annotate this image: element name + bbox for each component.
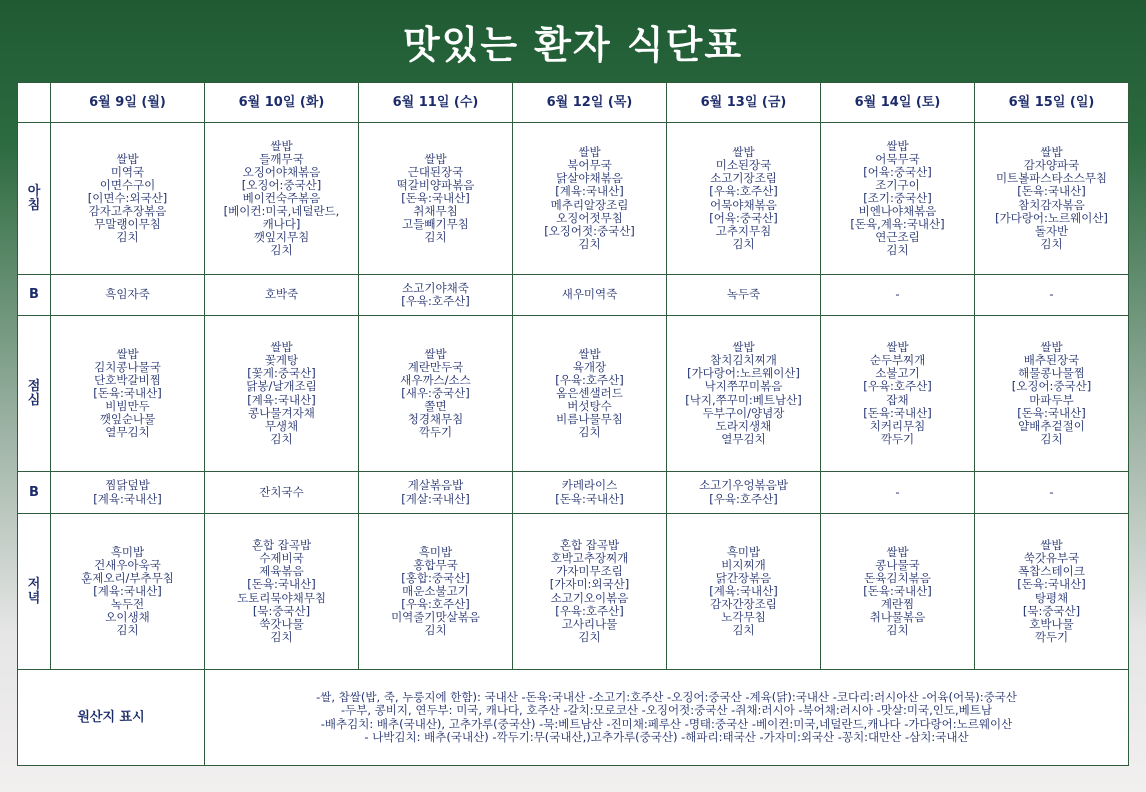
menu-item: [가자미:외국산] <box>549 577 630 592</box>
origin-line: -쌀, 찹쌀(밥, 죽, 누룽지에 한함): 국내산 -돈육:국내산 -소고기:호주산 -오징어:중국산 -계육(닭):국내산 -코다리:러시아산 -어육(어묵):중국산 <box>316 690 1017 705</box>
menu-item: 이면수구이 <box>99 177 156 192</box>
menu-item: 근대된장국 <box>407 164 464 179</box>
menu-item: 김치 <box>116 623 139 638</box>
menu-item: 흑미밥 <box>110 544 145 559</box>
menu-item: 건새우아욱국 <box>94 557 161 572</box>
menu-item: 녹두죽 <box>726 287 761 302</box>
menu-cell <box>667 275 821 316</box>
menu-cell <box>975 472 1129 514</box>
menu-cell <box>51 472 205 514</box>
menu-cell <box>359 316 513 472</box>
menu-cell <box>51 514 205 670</box>
menu-item: 녹두전 <box>110 597 145 612</box>
meal-row-breakfast <box>18 123 1129 275</box>
menu-cell <box>821 472 975 514</box>
menu-item: 김치 <box>886 623 909 638</box>
menu-item: 김치 <box>270 431 293 446</box>
origin-row <box>18 670 1129 766</box>
menu-item: 흑미밥 <box>726 544 761 559</box>
menu-item: 어묵야채볶음 <box>710 197 777 212</box>
menu-item: [오징어젓:중국산] <box>544 223 635 238</box>
menu-item: 쌀밥 <box>424 346 447 361</box>
menu-item: [계육:국내산] <box>93 491 162 506</box>
menu-item: [우육:호주산] <box>401 294 470 308</box>
menu-cell <box>51 316 205 472</box>
menu-item: 새우미역죽 <box>561 287 618 302</box>
menu-item: [돈육:국내산] <box>555 491 624 506</box>
menu-cell <box>821 123 975 275</box>
menu-item: [돈육:국내산] <box>401 190 470 205</box>
menu-item: [조기:중국산] <box>863 190 932 205</box>
menu-item: 콩나물국 <box>875 557 920 572</box>
day-header: 6월 12일 (목) <box>513 83 667 123</box>
menu-item: 연근조림 <box>875 230 920 245</box>
menu-item: 비빔만두 <box>105 399 150 414</box>
menu-item: 돈육김치볶음 <box>864 570 931 585</box>
menu-item: [돈육:국내산] <box>93 385 162 400</box>
menu-item: 김치 <box>578 425 601 440</box>
menu-item: 어묵무국 <box>875 151 920 166</box>
menu-item: 육개장 <box>572 359 607 374</box>
menu-item: [낙지,쭈꾸미:베트남산] <box>685 392 802 407</box>
meal-row-dinner <box>18 514 1129 670</box>
menu-item: 청경채무침 <box>407 412 464 427</box>
menu-item: 김치 <box>424 623 447 638</box>
menu-item: 소고기장조림 <box>710 171 777 186</box>
menu-item: 감자고추장볶음 <box>88 204 167 219</box>
menu-item: 돌자반 <box>1034 223 1069 238</box>
menu-item: 단호박갈비찜 <box>94 372 161 387</box>
menu-item: [돈육,계육:국내산] <box>850 217 945 232</box>
menu-item: 메추리알장조림 <box>550 197 629 212</box>
menu-item: 치커리무침 <box>869 418 926 433</box>
menu-cell <box>513 472 667 514</box>
menu-item: 김치콩나물국 <box>94 359 161 374</box>
menu-item: 깍두기 <box>880 431 915 446</box>
menu-item: 참치감자볶음 <box>1018 197 1085 212</box>
menu-item: 제육볶음 <box>259 564 304 579</box>
menu-item: [꽃게:중국산] <box>247 366 316 381</box>
menu-item: 쌀밥 <box>886 340 909 355</box>
meal-plan-table <box>17 82 1129 766</box>
menu-item: 김치 <box>732 623 755 638</box>
menu-item: 순두부찌개 <box>869 353 926 368</box>
origin-label: 원산지 표시 <box>18 670 205 766</box>
menu-item: [계육:국내산] <box>709 583 778 598</box>
menu-item: 쌀밥 <box>1040 145 1063 160</box>
menu-item: 비름나물무침 <box>556 412 623 427</box>
menu-item: [계육:국내산] <box>247 392 316 407</box>
menu-cell <box>667 316 821 472</box>
menu-item: 무말랭이무침 <box>94 217 161 232</box>
menu-cell <box>513 316 667 472</box>
menu-cell <box>513 123 667 275</box>
menu-item: 미역국 <box>110 164 145 179</box>
menu-cell <box>975 123 1129 275</box>
day-header: 6월 11일 (수) <box>359 83 513 123</box>
menu-item: 비엔나야채볶음 <box>858 204 937 219</box>
menu-item: 조기구이 <box>875 177 920 192</box>
menu-item: 혼합 잡곡밥 <box>251 538 312 553</box>
origin-line: - 나박김치: 배추(국내산) -깍두기:무(국내산,)고추가루(중국산) -해파리:태국산 -가자미:외국산 -꽁치:대만산 -삼치:국내산 <box>364 729 969 744</box>
menu-item: 매운소불고기 <box>402 583 469 598</box>
menu-item: [게살:국내산] <box>401 491 470 506</box>
menu-item: 오이생채 <box>105 610 150 625</box>
menu-item: 김치 <box>578 236 601 251</box>
meal-label: B <box>18 472 51 514</box>
menu-item: 감자양파국 <box>1023 158 1080 173</box>
menu-cell <box>205 472 359 514</box>
menu-cell <box>821 275 975 316</box>
menu-item: 깻잎순나물 <box>99 412 156 427</box>
menu-item: 취나물볶음 <box>869 610 926 625</box>
menu-cell <box>205 275 359 316</box>
menu-item: 잔치국수 <box>259 484 304 499</box>
origin-line: -두부, 콩비지, 연두부: 미국, 캐나다, 호주산 -갈치:모로코산 -오징어젓:중국산 -쥐채:러시아 -북어채:러시아 -맛살:미국,인도,베트남 <box>341 703 992 718</box>
menu-item: 떡갈비양파볶음 <box>396 177 475 192</box>
menu-cell <box>359 472 513 514</box>
menu-item: 김치 <box>1040 431 1063 446</box>
menu-item: 쫄면 <box>424 399 447 414</box>
menu-item: 깍두기 <box>1034 629 1069 644</box>
menu-item: 소고기야채죽 <box>402 280 469 295</box>
menu-item: 북어무국 <box>567 158 612 173</box>
menu-item: 쌀밥 <box>270 340 293 355</box>
menu-item: 호박고추장찌개 <box>550 551 629 566</box>
menu-item: 김치 <box>886 243 909 258</box>
menu-item: 오징어야채볶음 <box>242 164 321 179</box>
menu-item: [묵:중국산] <box>252 603 311 618</box>
menu-item: 닭간장볶음 <box>715 570 772 585</box>
day-header: 6월 15일 (일) <box>975 83 1129 123</box>
menu-item: 홍합무국 <box>413 557 458 572</box>
menu-item: 미소된장국 <box>715 158 772 173</box>
menu-item: 김치 <box>270 243 293 258</box>
menu-item: 쌀밥 <box>1040 538 1063 553</box>
menu-item: 김치 <box>424 230 447 245</box>
menu-item: 노각무침 <box>721 610 766 625</box>
origin-line: -배추김치: 배추(국내산), 고추가루(중국산) -묵:베트남산 -진미채:페루산 -명태:중국산 -베이컨:미국,네덜란드,캐나다 -가다랑어:노르웨이산 <box>320 716 1013 731</box>
menu-item: 고추지무침 <box>715 223 772 238</box>
menu-item: 계란찜 <box>880 597 915 612</box>
menu-item: 도토리묵야채무침 <box>237 590 326 605</box>
menu-item: - <box>895 484 900 499</box>
menu-cell <box>975 316 1129 472</box>
menu-item: 콩나물겨자채 <box>248 405 315 420</box>
menu-item: 김치 <box>578 629 601 644</box>
menu-item: 호박나물 <box>1029 616 1074 631</box>
menu-item: 찜닭덮밥 <box>105 478 150 493</box>
menu-item: [돈육:국내산] <box>1017 184 1086 199</box>
menu-item: [이면수:외국산] <box>87 190 168 205</box>
menu-item: [우육:호주산] <box>401 597 470 612</box>
menu-item: 쌀밥 <box>1040 340 1063 355</box>
meal-row-lunch <box>18 316 1129 472</box>
day-header: 6월 14일 (토) <box>821 83 975 123</box>
menu-cell <box>667 472 821 514</box>
menu-item: 쌀밥 <box>116 151 139 166</box>
menu-item: 도라지생채 <box>715 418 772 433</box>
menu-item: 닭살야채볶음 <box>556 171 623 186</box>
meal-label: 저 녁 <box>18 514 51 670</box>
menu-item: 폭찹스테이크 <box>1018 564 1085 579</box>
menu-item: 열무김치 <box>721 431 766 446</box>
menu-item: [오징어:중국산] <box>1011 379 1092 394</box>
menu-item: 오징어젓무침 <box>556 210 623 225</box>
menu-item: 쌀밥 <box>886 544 909 559</box>
menu-cell <box>821 514 975 670</box>
menu-item: 김치 <box>270 629 293 644</box>
menu-item: 쌀밥 <box>578 145 601 160</box>
day-header: 6월 10일 (화) <box>205 83 359 123</box>
menu-item: 가자미무조림 <box>556 564 623 579</box>
menu-cell <box>51 123 205 275</box>
menu-item: 미트볼파스타소스무침 <box>995 171 1108 186</box>
menu-item: [우육:호주산] <box>709 491 778 506</box>
menu-item: 흑미밥 <box>418 544 453 559</box>
menu-item: 옴은센샐러드 <box>556 385 623 400</box>
menu-cell <box>359 275 513 316</box>
menu-item: [우육:호주산] <box>555 372 624 387</box>
menu-item: 참치김치찌개 <box>710 353 777 368</box>
menu-item: 잡채 <box>886 392 909 407</box>
menu-item: 혼합 잡곡밥 <box>559 538 620 553</box>
menu-item: [우육:호주산] <box>709 184 778 199</box>
menu-item: 해물콩나물찜 <box>1018 366 1085 381</box>
menu-item: [홍합:중국산] <box>401 570 470 585</box>
menu-item: 김치 <box>1040 236 1063 251</box>
menu-item: 미역줄기맛살볶음 <box>391 610 480 625</box>
menu-cell <box>205 123 359 275</box>
menu-item: [오징어:중국산] <box>241 177 322 192</box>
menu-item: 김치 <box>116 230 139 245</box>
menu-item: 김치 <box>732 236 755 251</box>
menu-item: 소고기우엉볶음밥 <box>699 478 788 493</box>
menu-item: 무생채 <box>264 418 299 433</box>
menu-item: 탕평채 <box>1034 590 1069 605</box>
menu-item: 쌀밥 <box>578 346 601 361</box>
menu-item: - <box>895 287 900 302</box>
meal-label: B <box>18 275 51 316</box>
menu-cell <box>975 275 1129 316</box>
menu-item: 계란만두국 <box>407 359 464 374</box>
menu-item: [돈육:국내산] <box>247 577 316 592</box>
menu-cell <box>667 123 821 275</box>
menu-item: [가다랑어:노르웨이산] <box>995 210 1108 225</box>
menu-item: 깍두기 <box>418 425 453 440</box>
menu-item: 훈제오리/부추무침 <box>81 570 174 585</box>
menu-item: 캐나다] <box>262 217 301 232</box>
menu-item: [돈육:국내산] <box>1017 577 1086 592</box>
menu-item: 마파두부 <box>1029 392 1074 407</box>
menu-item: 새우까스/소스 <box>400 372 471 387</box>
menu-item: 흑임자죽 <box>105 287 150 302</box>
menu-item: 호박죽 <box>264 287 299 302</box>
menu-item: 두부구이/양념장 <box>702 405 785 420</box>
menu-cell <box>513 275 667 316</box>
menu-cell <box>821 316 975 472</box>
origin-notes <box>205 670 1129 766</box>
page-title: 맛있는 환자 식단표 <box>402 23 744 67</box>
menu-item: 감자간장조림 <box>710 597 777 612</box>
menu-item: [베이컨:미국,네덜란드, <box>223 204 340 219</box>
menu-item: [어육:중국산] <box>863 164 932 179</box>
menu-item: 닭봉/날개조림 <box>246 379 317 394</box>
menu-item: [돈육:국내산] <box>1017 405 1086 420</box>
menu-item: 고사리나물 <box>561 616 618 631</box>
menu-item: 소고기오이볶음 <box>550 590 629 605</box>
menu-item: 열무김치 <box>105 425 150 440</box>
menu-cell <box>205 514 359 670</box>
menu-item: 얄배추겉절이 <box>1018 418 1085 433</box>
meal-label: 점 심 <box>18 316 51 472</box>
menu-cell <box>513 514 667 670</box>
menu-item: 쌀밥 <box>116 346 139 361</box>
menu-item: [돈육:국내산] <box>863 405 932 420</box>
menu-item: 쌀밥 <box>732 340 755 355</box>
menu-item: [우육:호주산] <box>863 379 932 394</box>
menu-cell <box>359 123 513 275</box>
meal-label: 아 침 <box>18 123 51 275</box>
menu-item: [계육:국내산] <box>555 184 624 199</box>
menu-item: 게살볶음밥 <box>407 478 464 493</box>
menu-cell <box>359 514 513 670</box>
menu-item: [묵:중국산] <box>1022 603 1081 618</box>
menu-item: [우육:호주산] <box>555 603 624 618</box>
menu-item: 쑥갓나물 <box>259 616 304 631</box>
menu-item: 버섯탕수 <box>567 399 612 414</box>
menu-item: [새우:중국산] <box>401 385 470 400</box>
menu-item: [계육:국내산] <box>93 583 162 598</box>
menu-item: 비지찌개 <box>721 557 766 572</box>
menu-item: - <box>1049 484 1054 499</box>
day-header: 6월 9일 (월) <box>51 83 205 123</box>
menu-item: [어육:중국산] <box>709 210 778 225</box>
menu-item: 고들빼기무침 <box>402 217 469 232</box>
menu-cell <box>667 514 821 670</box>
menu-item: 꽃게탕 <box>264 353 299 368</box>
menu-item: 베이컨숙주볶음 <box>242 190 321 205</box>
menu-item: [돈육:국내산] <box>863 583 932 598</box>
menu-item: 배추된장국 <box>1023 353 1080 368</box>
menu-item: 쌀밥 <box>732 145 755 160</box>
menu-item: - <box>1049 287 1054 302</box>
meal-row-snack-1 <box>18 275 1129 316</box>
header-row <box>18 83 1129 123</box>
menu-item: 쑥갓유부국 <box>1023 551 1080 566</box>
corner-cell <box>18 83 51 123</box>
menu-item: 쌀밥 <box>886 138 909 153</box>
menu-item: 쌀밥 <box>424 151 447 166</box>
menu-item: [가다랑어:노르웨이산] <box>687 366 800 381</box>
menu-cell <box>975 514 1129 670</box>
menu-item: 카레라이스 <box>561 478 618 493</box>
menu-item: 들깨무국 <box>259 151 304 166</box>
menu-cell <box>51 275 205 316</box>
menu-cell <box>205 316 359 472</box>
menu-item: 낙지쭈꾸미볶음 <box>704 379 783 394</box>
menu-item: 쌀밥 <box>270 138 293 153</box>
meal-row-snack-2 <box>18 472 1129 514</box>
menu-item: 소불고기 <box>875 366 920 381</box>
menu-item: 취채무침 <box>413 204 458 219</box>
menu-item: 깻잎지무침 <box>253 230 310 245</box>
day-header: 6월 13일 (금) <box>667 83 821 123</box>
menu-item: 수제비국 <box>259 551 304 566</box>
